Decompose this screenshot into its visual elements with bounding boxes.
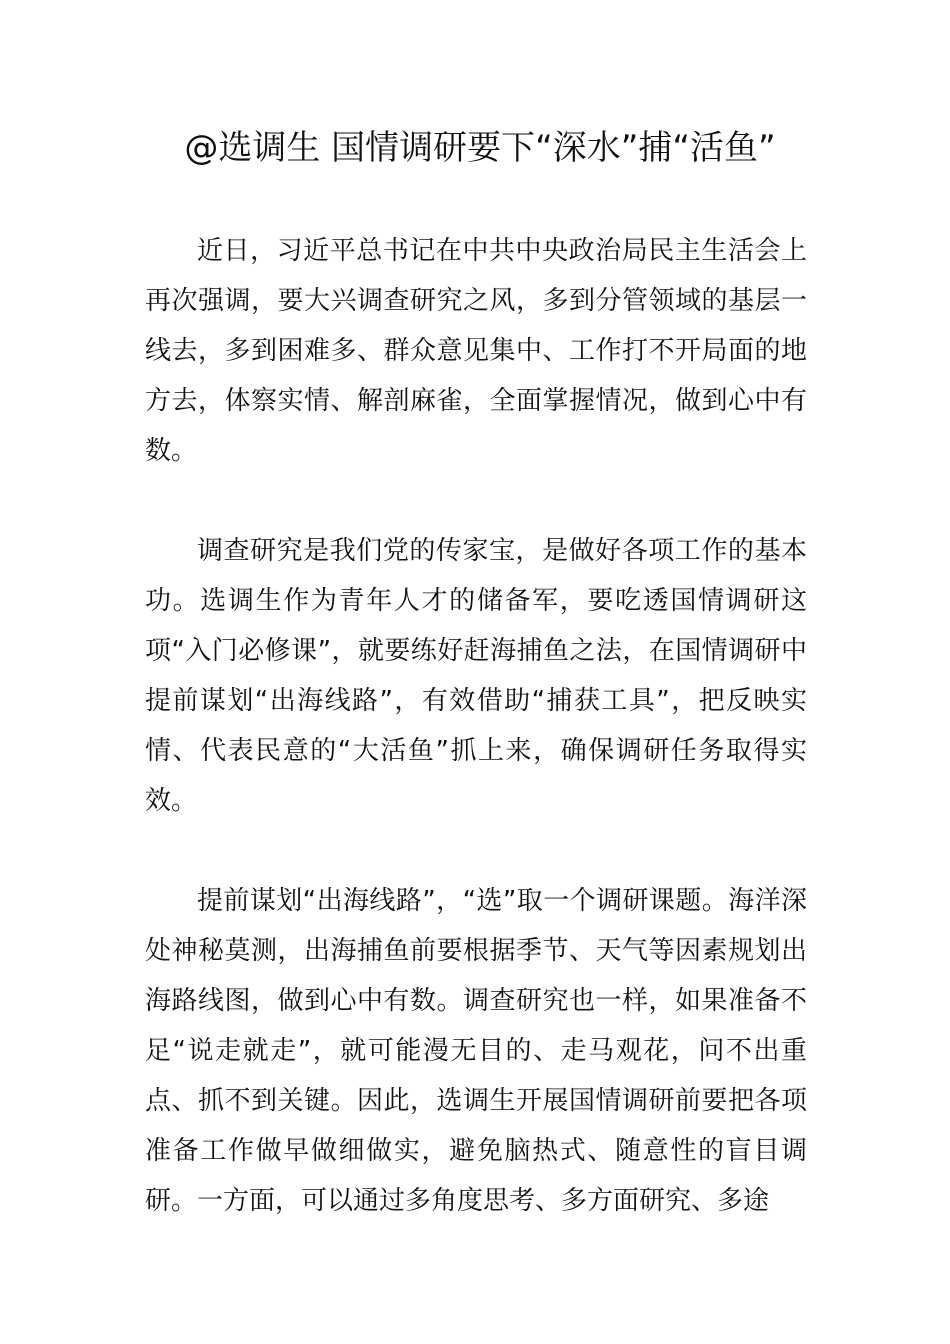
paragraph-2: 调查研究是我们党的传家宝，是做好各项工作的基本功。选调生作为青年人才的储备军，要吃透国情调研这项“入门必修课”，就要练好赶海捕鱼之法，在国情调研中提前谋划“出海线路”，有效借助“捕获工具”，把反映实情、代表民意的“大活鱼”抓上来，确保调研任务取得实效。 <box>145 536 807 816</box>
document-body <box>145 226 807 1276</box>
document-title: @选调生 国情调研要下“深水”捕“活鱼” <box>184 128 776 168</box>
paragraph-3: 提前谋划“出海线路”，“选”取一个调研课题。海洋深处神秘莫测，出海捕鱼前要根据季节、天气等因素规划出海路线图，做到心中有数。调查研究也一样，如果准备不足“说走就走”，就可能漫无目的、走马观花，问不出重点、抓不到关键。因此，选调生开展国情调研前要把各项准备工作做早做细做实，避免脑热式、随意性的盲目调研。一方面，可以通过多角度思考、多方面研究、多途 <box>145 886 807 1216</box>
paragraph-1: 近日，习近平总书记在中共中央政治局民主生活会上再次强调，要大兴调查研究之风，多到分管领域的基层一线去，多到困难多、群众意见集中、工作打不开局面的地方去，体察实情、解剖麻雀，全面掌握情况，做到心中有数。 <box>145 236 807 466</box>
